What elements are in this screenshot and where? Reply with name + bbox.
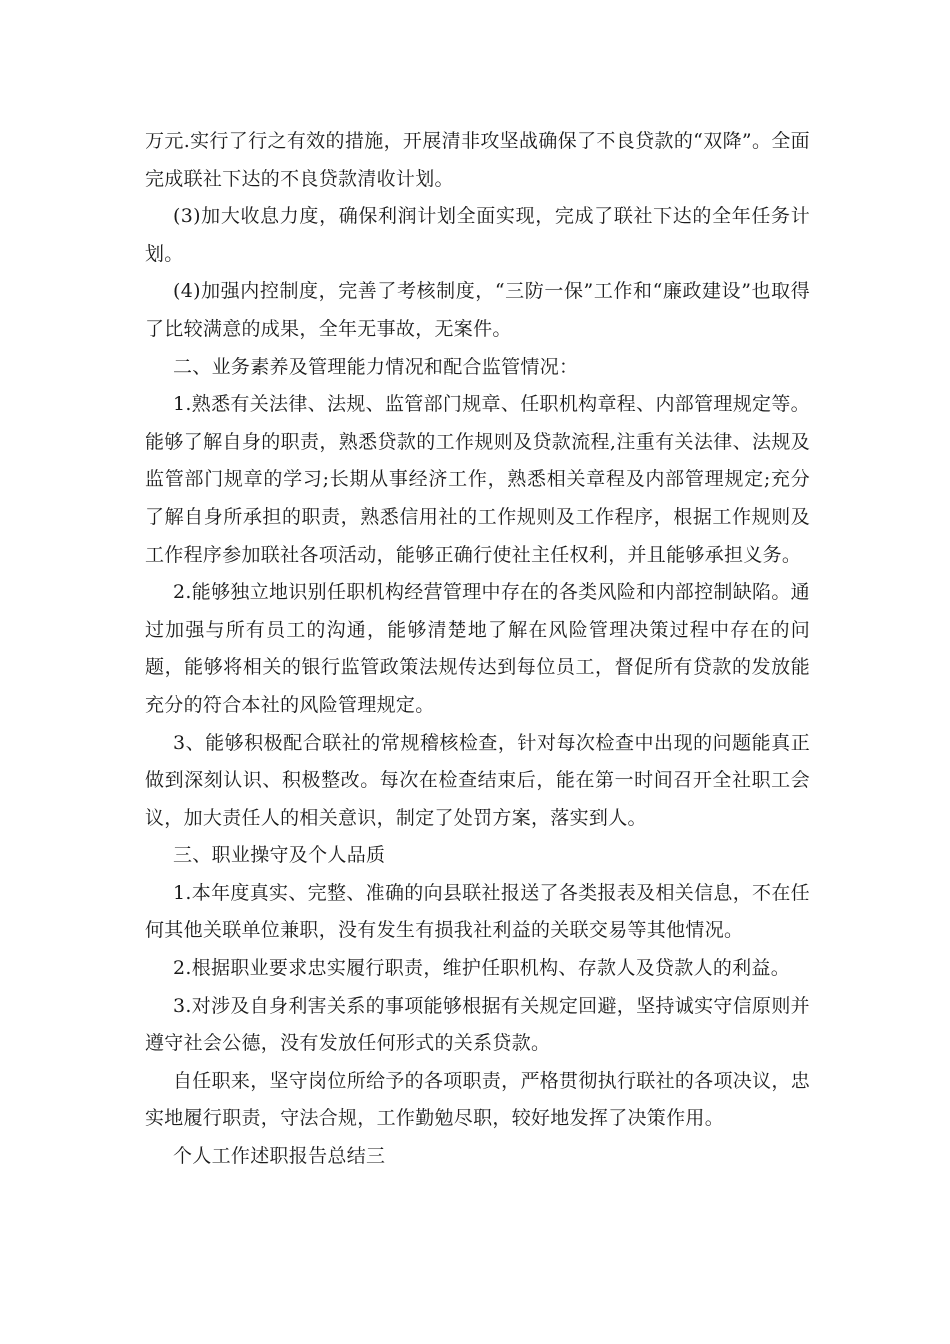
paragraph-section2-item-1: 1.熟悉有关法律、法规、监管部门规章、任职机构章程、内部管理规定等。能够了解自身的职责，熟悉贷款的工作规则及贷款流程,注重有关法律、法规及监管部门规章的学习;长期从事经济工作，熟悉相关章程及内部管理规定;充分了解自身所承担的职责，熟悉信用社的工作规则及工作程序，根据工作规则及工作程序参加联社各项活动，能够正确行使社主任权利，并且能够承担义务。 [145,393,810,566]
next-report-title: 个人工作述职报告总结三 [173,1145,386,1168]
paragraph-section2-item-3: 3、能够积极配合联社的常规稽核检查，针对每次检查中出现的问题能真正做到深刻认识、积极整改。每次在检查结束后，能在第一时间召开全社职工会议，加大责任人的相关意识，制定了处罚方案，落实到人。 [145,731,810,829]
paragraph-item-4: (4)加强内控制度，完善了考核制度，“三防一保”工作和“廉政建设”也取得了比较满意的成果，全年无事故，无案件。 [145,280,810,340]
paragraph-continuation: 万元.实行了行之有效的措施，开展清非攻坚战确保了不良贷款的“双降”。全面完成联社下达的不良贷款清收计划。 [145,130,810,190]
paragraph-section3-item-2: 2.根据职业要求忠实履行职责，维护任职机构、存款人及贷款人的利益。 [173,957,791,980]
paragraph-section3-item-1: 1.本年度真实、完整、准确的向县联社报送了各类报表及相关信息，不在任何其他关联单位兼职，没有发生有损我社利益的关联交易等其他情况。 [145,881,810,942]
section-heading-2: 二、业务素养及管理能力情况和配合监管情况： [173,355,579,378]
paragraph-section2-item-2: 2.能够独立地识别任职机构经营管理中存在的各类风险和内部控制缺陷。通过加强与所有员工的沟通，能够清楚地了解在风险管理决策过程中存在的问题，能够将相关的银行监管政策法规传达到每位员工，督促所有贷款的发放能充分的符合本社的风险管理规定。 [145,581,810,716]
paragraph-section3-item-3: 3.对涉及自身利害关系的事项能够根据有关规定回避，坚持诚实守信原则并遵守社会公德，没有发放任何形式的关系贷款。 [145,994,810,1055]
paragraph-summary: 自任职来，坚守岗位所给予的各项职责，严格贯彻执行联社的各项决议，忠实地履行职责，守法合规，工作勤勉尽职，较好地发挥了决策作用。 [145,1069,810,1130]
paragraph-item-3: (3)加大收息力度，确保利润计划全面实现，完成了联社下达的全年任务计划。 [145,205,810,265]
document-body [145,123,810,1176]
section-heading-3: 三、职业操守及个人品质 [173,844,386,867]
